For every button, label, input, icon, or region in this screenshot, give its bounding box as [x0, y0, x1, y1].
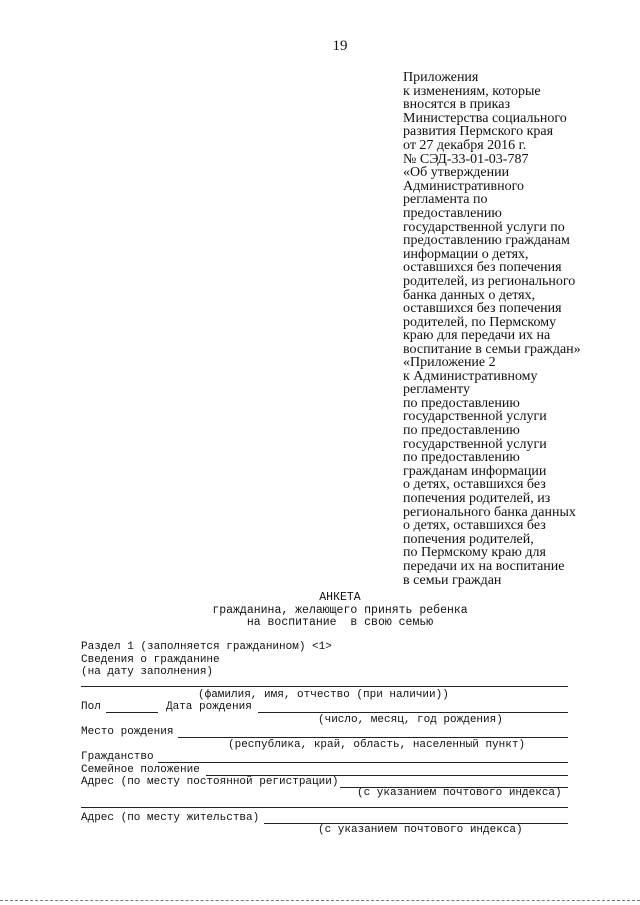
birth-date-caption: (число, месяц, год рождения)	[318, 714, 503, 726]
appendix-line: предоставлению	[403, 205, 502, 221]
residence-address-label: Адрес (по месту жительства)	[81, 812, 260, 824]
appendix-line: родителей, из регионального	[403, 273, 576, 289]
appendix-line: банка данных о детях,	[403, 287, 536, 303]
appendix2-line: «Приложение 2	[403, 355, 496, 370]
appendix-line: «Об утверждении	[403, 165, 510, 181]
birth-place-label: Место рождения	[81, 726, 174, 738]
appendix-line: родителей, по Пермскому	[403, 314, 557, 330]
appendix2-line: передачи их на воспитание	[403, 558, 565, 574]
appendix-line: государственной услуги по	[403, 219, 565, 235]
residence-address-caption: (с указанием почтового индекса)	[318, 824, 523, 836]
birth-place-field[interactable]	[178, 737, 568, 738]
section-heading: Раздел 1 (заполняется гражданином) <1>	[81, 641, 332, 653]
appendix-line: краю для передачи их на	[403, 328, 551, 344]
birth-date-field[interactable]	[258, 712, 568, 713]
appendix2-header-block	[403, 356, 576, 587]
appendix2-line: по предоставлению	[403, 395, 520, 411]
fill-date-label: (на дату заполнения)	[81, 666, 214, 678]
appendix2-line: в семьи граждан	[403, 572, 502, 588]
form-subtitle-line1: гражданина, желающего принять ребенка	[212, 604, 468, 617]
sex-field[interactable]	[106, 712, 158, 713]
appendix2-line: государственной услуги	[403, 436, 547, 452]
appendix-line: № СЭД-33-01-03-787	[403, 151, 529, 167]
appendix2-line: регламенту	[403, 382, 470, 398]
form-title: АНКЕТА	[319, 591, 361, 604]
form-subtitle-line2: на воспитание в свою семью	[246, 616, 434, 629]
registration-address-caption: (с указанием почтового индекса)	[357, 787, 562, 799]
appendix-line: информации о детях,	[403, 246, 529, 262]
appendix-line: к изменениям, которые	[403, 83, 541, 99]
appendix-line: развития Пермского края	[403, 124, 554, 140]
appendix-line: Министерства социального	[403, 110, 567, 126]
appendix2-line: государственной услуги	[403, 409, 547, 425]
appendix-line: воспитание в семьи граждан»	[403, 341, 581, 357]
registration-address-field-line2[interactable]	[81, 807, 568, 808]
page-bottom-edge	[0, 900, 640, 901]
birth-place-caption: (республика, край, область, населенный пункт)	[228, 739, 526, 751]
appendix2-line: о детях, оставшихся без	[403, 477, 546, 493]
appendix2-line: попечения родителей,	[403, 531, 534, 547]
marital-status-label: Семейное положение	[81, 764, 200, 776]
appendix2-line: по предоставлению	[403, 450, 520, 466]
full-name-field[interactable]	[81, 686, 568, 687]
sex-label: Пол	[81, 701, 101, 713]
birth-date-label: Дата рождения	[166, 701, 252, 713]
appendix2-line: о детях, оставшихся без	[403, 518, 546, 534]
appendix-line: Административного	[403, 178, 525, 194]
appendix-line: Приложения	[403, 70, 479, 85]
appendix2-line: по Пермскому краю для	[403, 545, 546, 561]
appendix2-line: к Административному	[403, 368, 538, 384]
citizen-info-label: Сведения о гражданине	[81, 654, 220, 666]
appendix2-line: попечения родителей, из	[403, 490, 551, 506]
appendix-header-block	[403, 71, 581, 356]
appendix-line: оставшихся без попечения	[403, 260, 562, 276]
registration-address-label: Адрес (по месту постоянной регистрации)	[81, 776, 339, 788]
appendix-line: регламента по	[403, 192, 488, 208]
appendix-line: предоставлению гражданам	[403, 233, 570, 249]
appendix-line: вносятся в приказ	[403, 97, 510, 113]
appendix2-line: регионального банка данных	[403, 504, 576, 520]
citizenship-field[interactable]	[158, 762, 568, 763]
appendix-line: от 27 декабря 2016 г.	[403, 137, 527, 153]
appendix2-line: по предоставлению	[403, 422, 520, 438]
appendix2-line: гражданам информации	[403, 463, 547, 479]
appendix-line: оставшихся без попечения	[403, 301, 562, 317]
full-name-caption: (фамилия, имя, отчество (при наличии))	[198, 689, 449, 701]
citizenship-label: Гражданство	[81, 751, 154, 763]
page-number: 19	[332, 38, 348, 54]
